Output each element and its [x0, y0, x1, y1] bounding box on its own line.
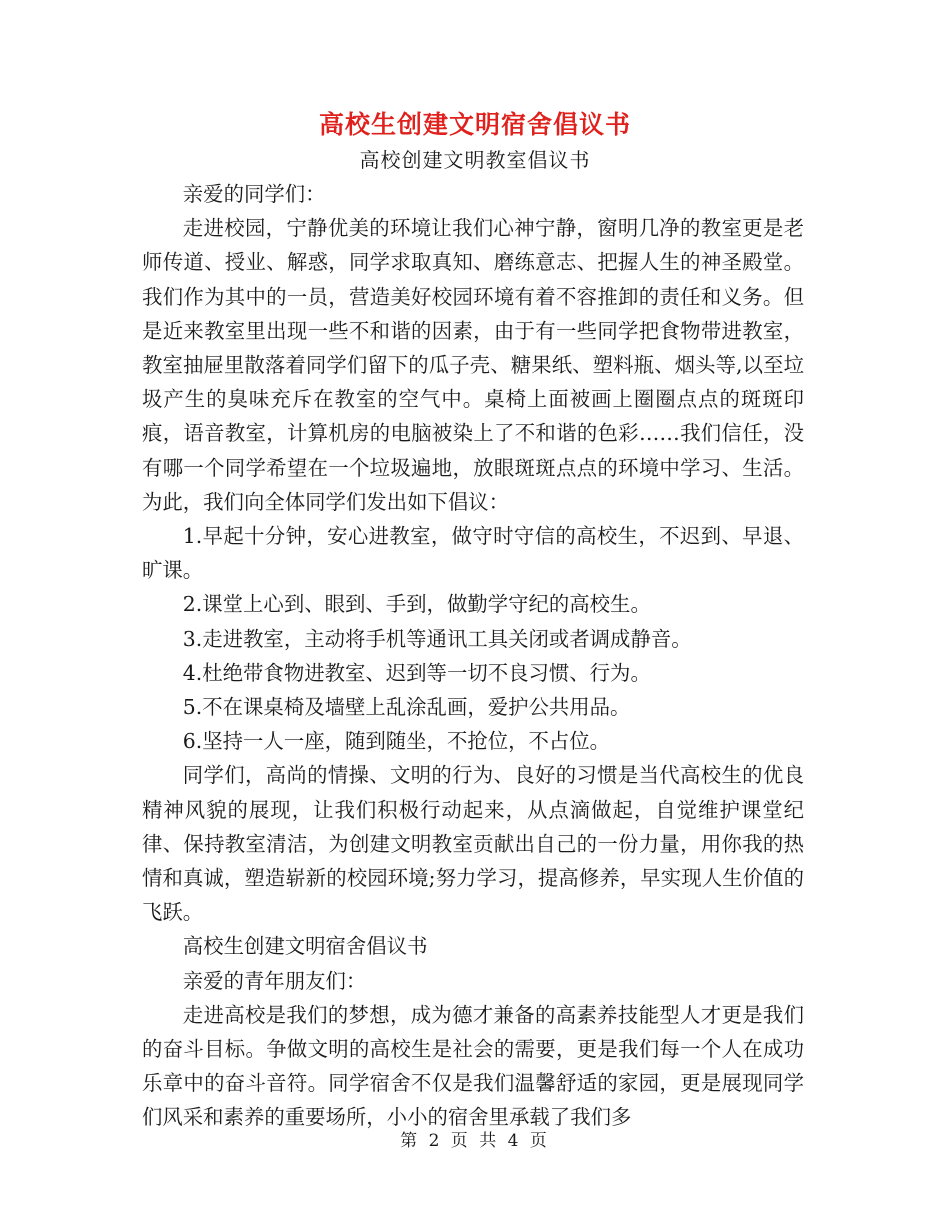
page-number-footer: 第 2 页 共 4 页: [400, 1131, 550, 1151]
closing-paragraph: 同学们，高尚的情操、文明的行为、良好的习惯是当代高校生的优良精神风貌的展现，让我们积极行动起来，从点滴做起，自觉维护课堂纪律、保持教室清洁，为创建文明教室贡献出自己的一份力量，用你我的热情和真诚，塑造崭新的校园环境;努力学习，提高修养，早实现人生价值的飞跃。: [142, 763, 804, 925]
document-body: [142, 177, 804, 1135]
proposal-item-2: 2.课堂上心到、眼到、手到，做勤学守纪的高校生。: [182, 592, 651, 617]
proposal-item-5: 5.不在课桌椅及墙壁上乱涂乱画，爱护公共用品。: [182, 695, 631, 720]
proposal-item-4: 4.杜绝带食物进教室、迟到等一切不良习惯、行为。: [182, 660, 651, 685]
proposal-item-6: 6.坚持一人一座，随到随坐，不抢位，不占位。: [182, 729, 611, 754]
intro-paragraph: 走进校园，宁静优美的环境让我们心神宁静，窗明几净的教室更是老师传道、授业、解惑，同学求取真知、磨练意志、把握人生的神圣殿堂。我们作为其中的一员，营造美好校园环境有着不容推卸的责任和义务。但是近来教室里出现一些不和谐的因素，由于有一些同学把食物带进教室，教室抽屉里散落着同学们留下的瓜子壳、糖果纸、塑料瓶、烟头等,以至垃圾产生的臭味充斥在教室的空气中。桌椅上面被画上圈圈点点的斑斑印痕，语音教室，计算机房的电脑被染上了不和谐的色彩……我们信任，没有哪一个同学希望在一个垃圾遍地，放眼斑斑点点的环境中学习、生活。为此，我们向全体同学们发出如下倡议：: [142, 216, 804, 514]
greeting-paragraph: 亲爱的同学们：: [182, 182, 326, 206]
proposal-item-1: 1.早起十分钟，安心进教室，做守时守信的高校生，不迟到、早退、旷课。: [142, 524, 804, 583]
document-title: 高校生创建文明宿舍倡议书: [318, 110, 631, 139]
proposal-item-3: 3.走进教室，主动将手机等通讯工具关闭或者调成静音。: [182, 626, 692, 651]
dorm-intro-paragraph: 走进高校是我们的梦想，成为德才兼备的高素养技能型人才更是我们的奋斗目标。争做文明的高校生是社会的需要，更是我们每一个人在成功乐章中的奋斗音符。同学宿舍不仅是我们温馨舒适的家园，更是展现同学们风采和素养的重要场所，小小的宿舍里承载了我们多: [142, 1002, 804, 1130]
document-subtitle: 高校创建文明教室倡议书: [359, 148, 591, 172]
section-heading: 高校生创建文明宿舍倡议书: [182, 934, 428, 959]
second-greeting-paragraph: 亲爱的青年朋友们：: [182, 968, 367, 993]
